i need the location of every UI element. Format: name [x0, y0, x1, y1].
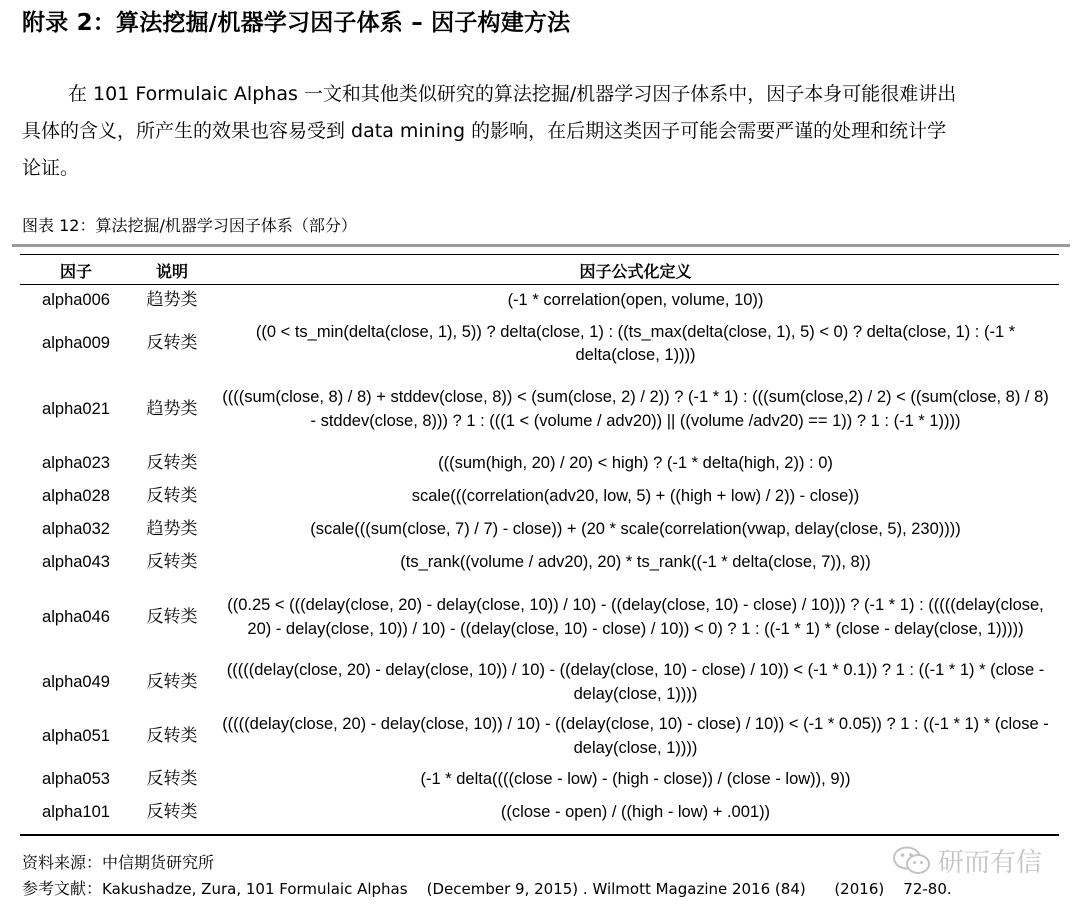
reference-note [22, 876, 952, 899]
table-row [20, 547, 1059, 580]
table-row [20, 797, 1059, 830]
table-row [20, 448, 1059, 481]
paragraph-line: 在 101 Formulaic Alphas 一文和其他类似研究的算法挖掘/机器学习因子体系中，因子本身可能很难讲出 [68, 83, 957, 105]
factor-type: 反转类 [146, 486, 198, 507]
table-row [20, 580, 1059, 656]
figure-caption: 图表 12：算法挖掘/机器学习因子体系（部分） [22, 216, 357, 235]
header-factor: 因子 [20, 256, 132, 285]
factor-name: alpha028 [42, 487, 110, 506]
factor-type: 趋势类 [146, 519, 198, 540]
watermark [892, 842, 1042, 879]
intro-paragraph [22, 76, 1080, 187]
factor-formula: (-1 * correlation(open, volume, 10)) [507, 291, 764, 309]
factor-type: 反转类 [146, 333, 198, 354]
paragraph-line: 具体的含义，所产生的效果也容易受到 data mining 的影响，在后期这类因子可能会需要严谨的处理和统计学 [22, 120, 947, 142]
factor-type: 反转类 [146, 606, 198, 627]
factor-table [20, 256, 1059, 830]
factor-type: 反转类 [146, 725, 198, 746]
factor-formula: (scale(((sum(close, 7) / 7) - close)) + (20 * scale(correlation(vwap, delay(close, 5), 230)))) [310, 520, 961, 539]
table-top-rule [12, 244, 1070, 247]
factor-name: alpha023 [42, 454, 110, 473]
factor-name: alpha051 [42, 726, 110, 745]
factor-type: 反转类 [146, 769, 198, 790]
header-formula: 因子公式化定义 [212, 256, 1059, 285]
factor-formula: ((0.25 < (((delay(close, 20) - delay(close, 10)) / 10) - ((delay(close, 10) - close) / 10))) ? (-1 * 1) : (((((delay(close, 20) - delay(close, 10)) / 10) - ((delay(close, 10) - close) / 10)) < 0) ? 1 : ((-1 * 1) * (close - delay(close, 1))))) [227, 596, 1044, 638]
factor-name: alpha053 [42, 770, 110, 789]
table-row [20, 372, 1059, 448]
factor-formula: ((((sum(close, 8) / 8) + stddev(close, 8)) < (sum(close, 2) / 2)) ? (-1 * 1) : (((sum(close,2) / 2) < ((sum(close, 8) / 8) - stddev(close, 8))) ? 1 : (((1 < (volume / adv20)) || ((volume /adv20) == 1)) ? 1 : (-1 * 1)))) [222, 388, 1049, 430]
factor-name: alpha009 [42, 334, 110, 353]
table-row [20, 764, 1059, 797]
table-row [20, 710, 1059, 764]
factor-type: 趋势类 [146, 398, 198, 419]
factor-formula: ((0 < ts_min(delta(close, 1), 5)) ? delta(close, 1) : ((ts_max(delta(close, 1), 5) < 0) ? delta(close, 1) : (-1 * delta(close, 1)))) [255, 322, 1016, 364]
table-header-row [20, 256, 1059, 285]
source-note: 资料来源：中信期货研究所 [22, 853, 215, 872]
table-header-top-rule [20, 254, 1059, 255]
factor-formula: (-1 * delta((((close - low) - (high - close)) / (close - low)), 9)) [420, 770, 851, 789]
factor-type: 反转类 [146, 453, 198, 474]
factor-formula: scale(((correlation(adv20, low, 5) + ((high + low) / 2)) - close)) [411, 487, 860, 506]
factor-name: alpha032 [42, 520, 110, 539]
factor-name: alpha021 [42, 399, 110, 418]
table-bottom-rule [20, 834, 1059, 836]
table-row [20, 317, 1059, 372]
table-row [20, 656, 1059, 710]
factor-formula: (ts_rank((volume / adv20), 20) * ts_rank((-1 * delta(close, 7)), 8)) [400, 553, 871, 572]
wechat-icon [892, 845, 932, 877]
reference-text: Kakushadze, Zura, 101 Formulaic Alphas (December 9, 2015) . Wilmott Magazine 2016 (84) (2016) 72-80. [102, 880, 952, 898]
table-row [20, 285, 1059, 317]
reference-label: 参考文献： [22, 879, 103, 898]
factor-type: 反转类 [146, 802, 198, 823]
factor-type: 反转类 [146, 552, 198, 573]
header-description: 说明 [132, 256, 212, 285]
table-row [20, 514, 1059, 547]
factor-name: alpha043 [42, 553, 110, 572]
appendix-heading: 附录 2：算法挖掘/机器学习因子体系 – 因子构建方法 [22, 10, 571, 36]
factor-type: 趋势类 [146, 290, 198, 310]
factor-name: alpha006 [42, 291, 110, 309]
factor-formula: ((close - open) / ((high - low) + .001)) [500, 803, 771, 822]
watermark-text: 研而有信 [938, 848, 1043, 878]
factor-name: alpha046 [42, 607, 110, 626]
factor-name: alpha101 [42, 803, 110, 822]
paragraph-line: 论证。 [22, 157, 80, 179]
factor-name: alpha049 [42, 672, 110, 691]
factor-formula: (((sum(high, 20) / 20) < high) ? (-1 * delta(high, 2)) : 0) [438, 454, 833, 473]
factor-formula: (((((delay(close, 20) - delay(close, 10)) / 10) - ((delay(close, 10) - close) / 10)) < (-1 * 0.05)) ? 1 : ((-1 * 1) * (close - delay(close, 1)))) [222, 715, 1049, 757]
factor-type: 反转类 [146, 671, 198, 692]
table-row [20, 481, 1059, 514]
factor-formula: (((((delay(close, 20) - delay(close, 10)) / 10) - ((delay(close, 10) - close) / 10)) < (-1 * 0.1)) ? 1 : ((-1 * 1) * (close - delay(close, 1)))) [226, 661, 1045, 703]
